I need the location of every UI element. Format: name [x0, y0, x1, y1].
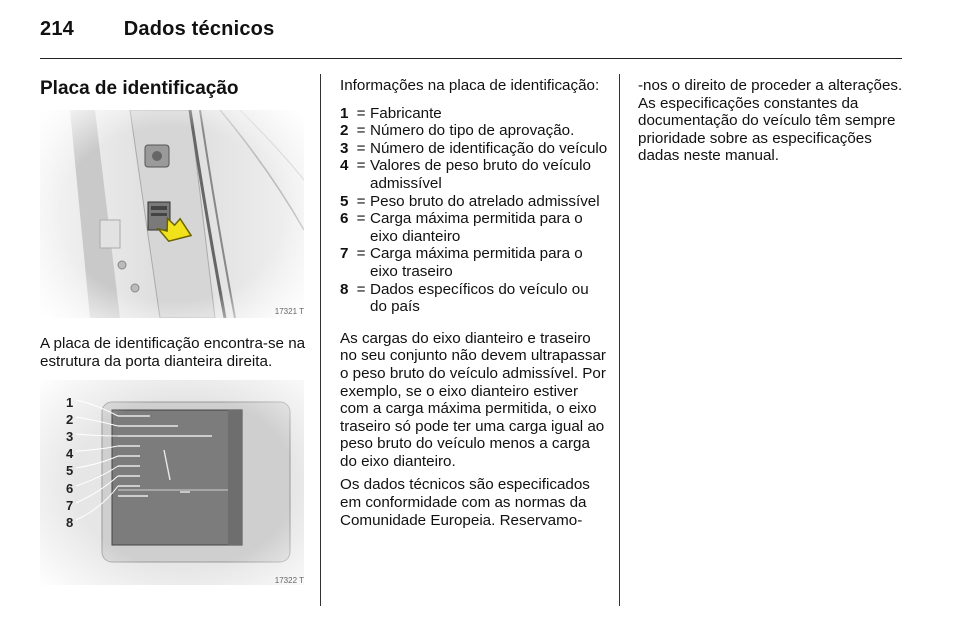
column-middle	[340, 77, 608, 529]
legend-text: Carga máxima permitida para o eixo traseiro	[370, 245, 583, 280]
page-number: 214	[40, 18, 74, 40]
legend-key: 8	[340, 280, 349, 298]
legend-item: 4 = Valores de peso bruto do veículo admissível	[340, 157, 608, 192]
legend-key: 1	[340, 104, 349, 122]
chapter-title: Dados técnicos	[123, 18, 275, 40]
legend-text: Dados específicos do veículo ou do país	[370, 280, 589, 316]
legend-text: Fabricante	[370, 104, 442, 122]
legend-text: Número do tipo de aprovação.	[370, 122, 575, 140]
callout-8: 8	[66, 515, 74, 530]
callout-1: 1	[66, 395, 74, 410]
legend-key: 3	[340, 139, 349, 157]
figure-code: 17322 T	[274, 576, 304, 585]
callout-2: 2	[66, 412, 74, 427]
legend-text: Carga máxima permitida para o eixo dianteiro	[370, 210, 583, 245]
callout-6: 6	[66, 481, 74, 496]
door-pillar-figure	[40, 110, 304, 318]
legend-intro: Informações na placa de identificação:	[340, 77, 600, 94]
id-plate-illustration	[40, 380, 304, 585]
callout-4: 4	[66, 446, 74, 461]
legend-item: 7 = Carga máxima permitida para o eixo traseiro	[340, 245, 608, 280]
continuation-paragraph: -nos o direito de proceder a alterações. As especificações constantes da documentação do veículo têm sempre prioridade sobre as especificações dadas neste manual.	[638, 77, 903, 165]
column-divider-1	[320, 74, 321, 606]
id-plate-figure	[40, 380, 304, 585]
door-pillar-illustration	[40, 110, 304, 318]
legend-item: 2 = Número do tipo de aprovação.	[340, 122, 608, 140]
page-header	[40, 18, 274, 41]
header-rule	[40, 58, 902, 59]
legend-key: 5	[340, 192, 349, 210]
callout-5: 5	[66, 463, 74, 478]
legend-key: 2	[340, 122, 349, 140]
legend-text: Valores de peso bruto do veículo admissível	[370, 157, 591, 192]
legend-list	[340, 105, 608, 316]
legend-key: 6	[340, 210, 349, 228]
section-title: Placa de identificação	[40, 78, 239, 99]
legend-text: Peso bruto do atrelado admissível	[370, 192, 600, 210]
legend-item: 3 = Número de identificação do veículo	[340, 139, 608, 157]
technical-data-paragraph: Os dados técnicos são especificados em conformidade com as normas da Comunidade Europeia. Reservamo-	[340, 476, 590, 529]
figure-caption: A placa de identificação encontra-se na estrutura da porta dianteira direita.	[40, 335, 306, 370]
callout-3: 3	[66, 429, 74, 444]
axle-load-paragraph: As cargas do eixo dianteiro e traseiro no seu conjunto não devem ultrapassar o peso bruto do veículo admissível. Por exemplo, se o eixo dianteiro estiver com a carga máxima permitida, o eixo traseiro só pode ter uma carga igual ao peso bruto do veículo menos a carga do eixo dianteiro.	[340, 329, 606, 470]
legend-item: 6 = Carga máxima permitida para o eixo dianteiro	[340, 210, 608, 245]
legend-item: 8 = Dados específicos do veículo ou do país	[340, 281, 608, 316]
legend-key: 4	[340, 157, 349, 175]
legend-item: 1 = Fabricante	[340, 105, 608, 123]
legend-item: 5 = Peso bruto do atrelado admissível	[340, 193, 608, 211]
legend-key: 7	[340, 245, 349, 263]
legend-text: Número de identificação do veículo	[370, 139, 608, 157]
column-divider-2	[619, 74, 620, 606]
figure-code: 17321 T	[274, 307, 304, 316]
callout-7: 7	[66, 498, 74, 513]
